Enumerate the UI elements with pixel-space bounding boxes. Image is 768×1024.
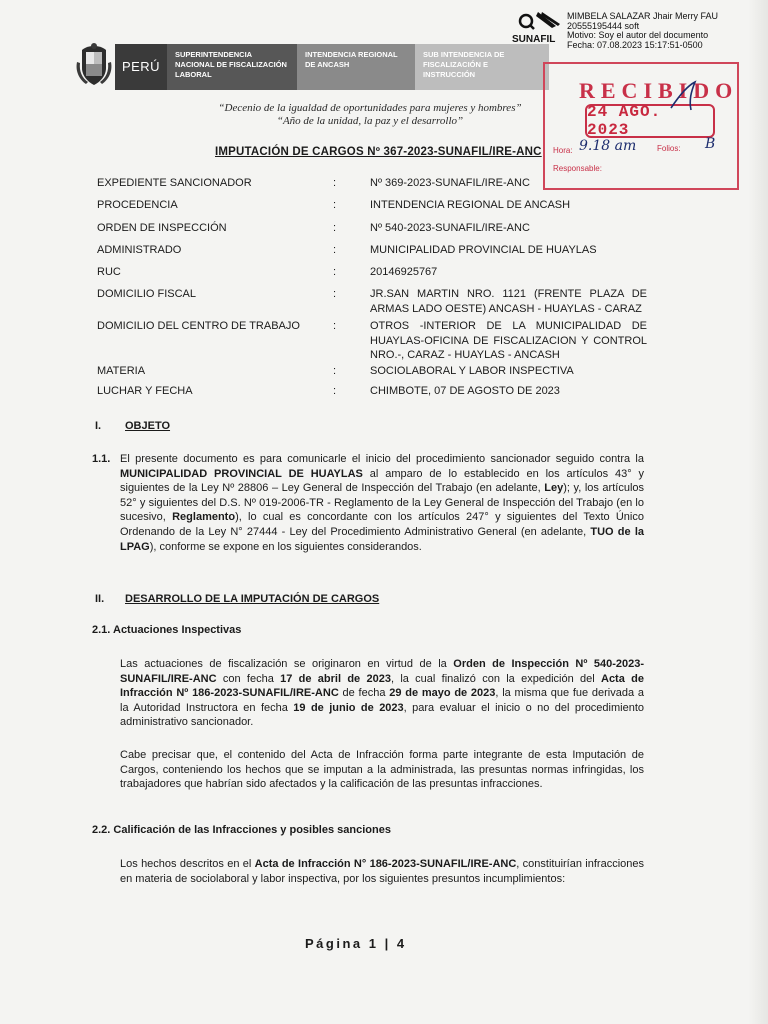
field-value: INTENDENCIA REGIONAL DE ANCASH xyxy=(370,199,571,211)
field-value: SOCIOLABORAL Y LABOR INSPECTIVA xyxy=(370,365,574,377)
signature-signer: MIMBELA SALAZAR Jhair Merry FAU xyxy=(567,11,719,21)
stamp-hora-label: Hora: xyxy=(553,146,573,155)
text-run: , la misma que fue derivada a la Autoridad Instructora en fecha xyxy=(120,687,644,714)
bold-run: Acta de Infracción Nº 186-2023-SUNAFIL/IRE-ANC xyxy=(120,672,644,700)
entity-sunafil: SUPERINTENDENCIA NACIONAL DE FISCALIZACIÓN LABORAL xyxy=(167,44,297,90)
motto-decenio: “Decenio de la igualdad de oportunidades para mujeres y hombres” xyxy=(218,102,522,114)
field-label: PROCEDENCIA xyxy=(97,199,178,211)
field-colon: : xyxy=(333,177,337,189)
section-heading-objeto xyxy=(95,420,395,436)
paragraph-hechos xyxy=(120,857,644,886)
stamp-date: 24 AGO. 2023 xyxy=(585,104,715,138)
stamp-folios-handwritten: B xyxy=(705,136,716,152)
field-value: JR.SAN MARTIN NRO. 1121 (FRENTE PLAZA DE ARMAS LADO OESTE) ANCASH - HUAYLAS - CARAZ xyxy=(370,288,647,315)
peru-coat-of-arms-icon xyxy=(74,42,114,88)
field-colon: : xyxy=(333,199,337,211)
bold-run: MUNICIPALIDAD PROVINCIAL DE HUAYLAS xyxy=(120,467,363,480)
bold-run: 17 de abril de 2023 xyxy=(280,672,391,685)
text-run: , la cual finalizó con la expedición del xyxy=(390,672,601,685)
peru-label: PERÚ xyxy=(115,44,167,90)
digital-signature-text xyxy=(567,12,747,50)
paper-edge xyxy=(748,0,768,1024)
paragraph-actuaciones xyxy=(120,657,644,730)
signature-id: 20555195444 soft xyxy=(567,20,640,31)
bold-run: Acta de Infracción N° 186-2023-SUNAFIL/IRE-ANC xyxy=(254,858,517,870)
signature-date: Fecha: 07.08.2023 15:17:51-0500 xyxy=(567,39,703,50)
field-value: Nº 369-2023-SUNAFIL/IRE-ANC xyxy=(370,177,530,189)
field-value: CHIMBOTE, 07 DE AGOSTO DE 2023 xyxy=(370,385,560,397)
motto-anio: “Año de la unidad, la paz y el desarrollo” xyxy=(276,115,464,127)
field-value: MUNICIPALIDAD PROVINCIAL DE HUAYLAS xyxy=(370,244,597,256)
text-run: con fecha xyxy=(216,672,281,685)
subsection-title: 2.2. Calificación de las Infracciones y posibles sanciones xyxy=(92,824,391,836)
subsection-title: 2.1. Actuaciones Inspectivas xyxy=(92,624,242,636)
page-number: Página 1 | 4 xyxy=(305,936,407,951)
sunafil-signature-logo-icon xyxy=(512,10,566,46)
text-run: ); y, los artículos 52° y siguientes del D.S. Nº 019-2006-TR - Reglamento de la Ley General de Inspección del Trabajo (en lo sucesivo, xyxy=(120,482,645,524)
field-label: RUC xyxy=(97,266,121,278)
text-run: ), lo cual es concordante con los artículos 247° y siguientes del Texto Único Ordenando de la Ley N° 27444 - Ley del Procedimiento Administrativo General (en adelante, xyxy=(120,511,644,538)
handwritten-mark-icon xyxy=(665,78,705,114)
document-title: IMPUTACIÓN DE CARGOS Nº 367-2023-SUNAFIL/IRE-ANC xyxy=(215,146,542,158)
text-run: El presente documento es para comunicarle el inicio del procedimiento sancionador seguido contra la xyxy=(120,453,644,465)
field-colon: : xyxy=(333,385,337,397)
entity-intendencia: INTENDENCIA REGIONAL DE ANCASH xyxy=(297,44,415,90)
reception-stamp xyxy=(543,62,739,190)
field-colon: : xyxy=(333,288,337,300)
bold-run: 29 de mayo de 2023 xyxy=(389,687,496,700)
stamp-hora-handwritten: 9.18 am xyxy=(579,138,637,154)
text-run: , constituirían infracciones en materia de sociolaboral y labor inspectiva, por los siguientes presuntos incumplimientos: xyxy=(120,858,644,885)
paragraph-body xyxy=(120,452,644,554)
paragraph-cabe-precisar: Cabe precisar que, el contenido del Acta de Infracción forma parte integrante de esta Imputación de Cargos, conteniendo los hechos que se imputan a la administrada, las presuntas normas infringidas, los trabajadores que habrían sido afectados y la calificación de las presuntas infracciones. xyxy=(120,749,644,791)
field-label: DOMICILIO FISCAL xyxy=(97,288,197,300)
section-heading-desarrollo xyxy=(95,593,495,609)
signature-logo-text: SUNAFIL xyxy=(512,34,556,45)
field-colon: : xyxy=(333,365,337,377)
bold-run: 19 de junio de 2023 xyxy=(293,701,404,714)
field-colon: : xyxy=(333,320,337,332)
field-label: DOMICILIO DEL CENTRO DE TRABAJO xyxy=(97,320,300,332)
section-number: II. xyxy=(95,593,105,605)
field-label: EXPEDIENTE SANCIONADOR xyxy=(97,177,252,189)
bold-run: Ley xyxy=(544,482,564,495)
field-label: MATERIA xyxy=(97,365,146,377)
text-run: ), conforme se expone en los siguientes considerandos. xyxy=(149,540,422,553)
section-number: I. xyxy=(95,420,102,432)
section-title: OBJETO xyxy=(125,420,171,432)
field-colon: : xyxy=(333,266,337,278)
stamp-responsable-label: Responsable: xyxy=(553,164,602,173)
field-value: OTROS -INTERIOR DE LA MUNICIPALIDAD DE HUAYLAS-OFICINA DE FISCALIZACION Y CONTROL NRO.-, CARAZ - HUAYLAS - ANCASH xyxy=(370,320,647,361)
field-label: ADMINISTRADO xyxy=(97,244,182,256)
subsection-calificacion xyxy=(92,824,512,840)
field-colon: : xyxy=(333,244,337,256)
field-label: LUCHAR Y FECHA xyxy=(97,385,193,397)
stamp-word: RECIBIDO xyxy=(579,78,739,103)
signature-reason: Motivo: Soy el autor del documento xyxy=(567,30,709,40)
bold-run: Orden de Inspección Nº 540-2023-SUNAFIL/IRE-ANC xyxy=(120,658,644,685)
text-run: , para evaluar el inicio o no del procedimiento administrativo sancionador. xyxy=(120,701,645,729)
text-run: al amparo de lo establecido en los artículos 43° y siguientes de la Ley Nº 28806 – Ley General de Inspección del Trabajo (en adelante, xyxy=(120,467,644,495)
field-colon: : xyxy=(333,222,337,234)
paragraph-1-1 xyxy=(92,452,644,554)
stamp-folios-label: Folios: xyxy=(657,144,681,153)
paragraph-number: 1.1. xyxy=(92,453,111,465)
bold-run: TUO de la LPAG xyxy=(120,525,645,553)
field-value: Nº 540-2023-SUNAFIL/IRE-ANC xyxy=(370,222,530,234)
text-run: Las actuaciones de fiscalización se originaron en virtud de la xyxy=(120,658,454,670)
subsection-actuaciones xyxy=(92,624,492,640)
bold-run: Reglamento xyxy=(172,511,236,524)
field-value: 20146925767 xyxy=(370,266,438,278)
government-header-strip xyxy=(115,44,549,90)
field-label: ORDEN DE INSPECCIÓN xyxy=(97,222,227,234)
text-run: Los hechos descritos en el xyxy=(120,858,255,870)
section-title: DESARROLLO DE LA IMPUTACIÓN DE CARGOS xyxy=(125,593,380,605)
entity-sub-intendencia: SUB INTENDENCIA DE FISCALIZACIÓN E INSTRUCCIÓN xyxy=(415,44,549,90)
text-run: de fecha xyxy=(338,687,390,700)
